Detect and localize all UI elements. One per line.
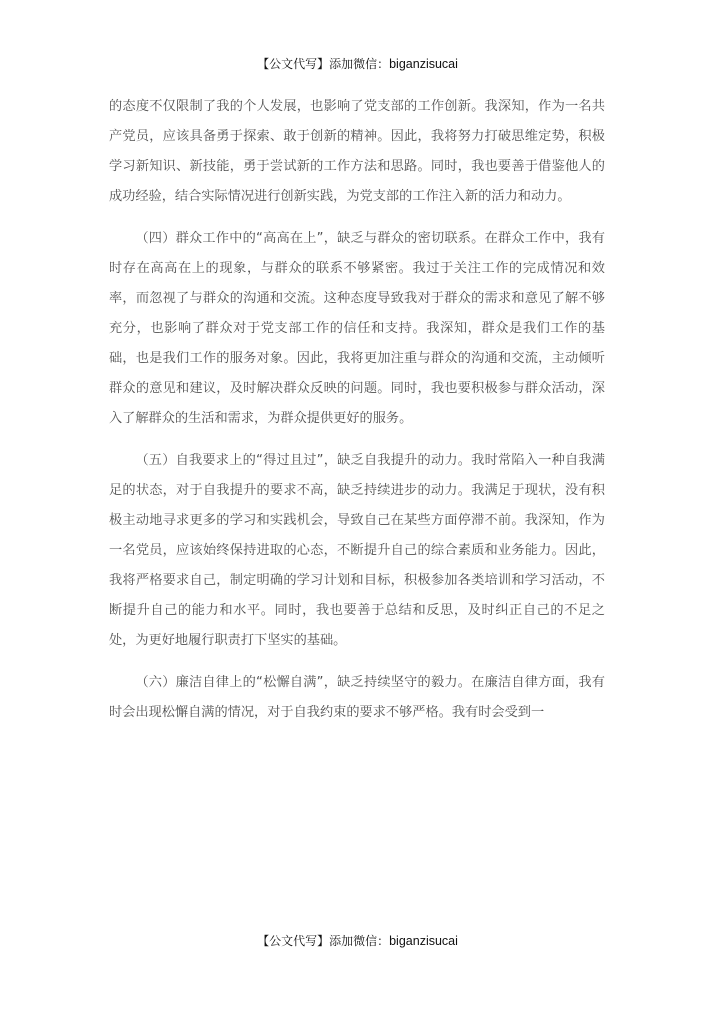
watermark-prefix: 【公文代写】添加微信： [257,934,390,948]
watermark-id: biganzisucai [389,934,458,948]
paragraph-2: （四）群众工作中的“高高在上”，缺乏与群众的密切联系。在群众工作中，我有时存在高高在上的现象，与群众的联系不够紧密。我过于关注工作的完成情况和效率，而忽视了与群众的沟通和交流。这种态度导致我对于群众的需求和意见了解不够充分，也影响了群众对于党支部工作的信任和支持。我深知，群众是我们工作的基础，也是我们工作的服务对象。因此，我将更加注重与群众的沟通和交流，主动倾听群众的意见和建议，及时解决群众反映的问题。同时，我也要积极参与群众活动，深入了解群众的生活和需求，为群众提供更好的服务。 [109,231,605,426]
watermark-id: biganzisucai [389,57,458,71]
document-body [109,92,605,728]
watermark-prefix: 【公文代写】添加微信： [257,57,390,71]
footer-watermark [0,932,715,949]
header-watermark [0,55,715,72]
paragraph-1: 的态度不仅限制了我的个人发展，也影响了党支部的工作创新。我深知，作为一名共产党员，应该具备勇于探索、敢于创新的精神。因此，我将努力打破思维定势，积极学习新知识、新技能，勇于尝试新的工作方法和思路。同时，我也要善于借鉴他人的成功经验，结合实际情况进行创新实践，为党支部的工作注入新的活力和动力。 [109,99,605,204]
paragraph-3: （五）自我要求上的“得过且过”，缺乏自我提升的动力。我时常陷入一种自我满足的状态，对于自我提升的要求不高，缺乏持续进步的动力。我满足于现状，没有积极主动地寻求更多的学习和实践机会，导致自己在某些方面停滞不前。我深知，作为一名党员，应该始终保持进取的心态，不断提升自己的综合素质和业务能力。因此，我将严格要求自己，制定明确的学习计划和目标，积极参加各类培训和学习活动，不断提升自己的能力和水平。同时，我也要善于总结和反思，及时纠正自己的不足之处，为更好地履行职责打下坚实的基础。 [109,453,605,648]
paragraph-4: （六）廉洁自律上的“松懈自满”，缺乏持续坚守的毅力。在廉洁自律方面，我有时会出现松懈自满的情况，对于自我约束的要求不够严格。我有时会受到一 [109,675,605,720]
